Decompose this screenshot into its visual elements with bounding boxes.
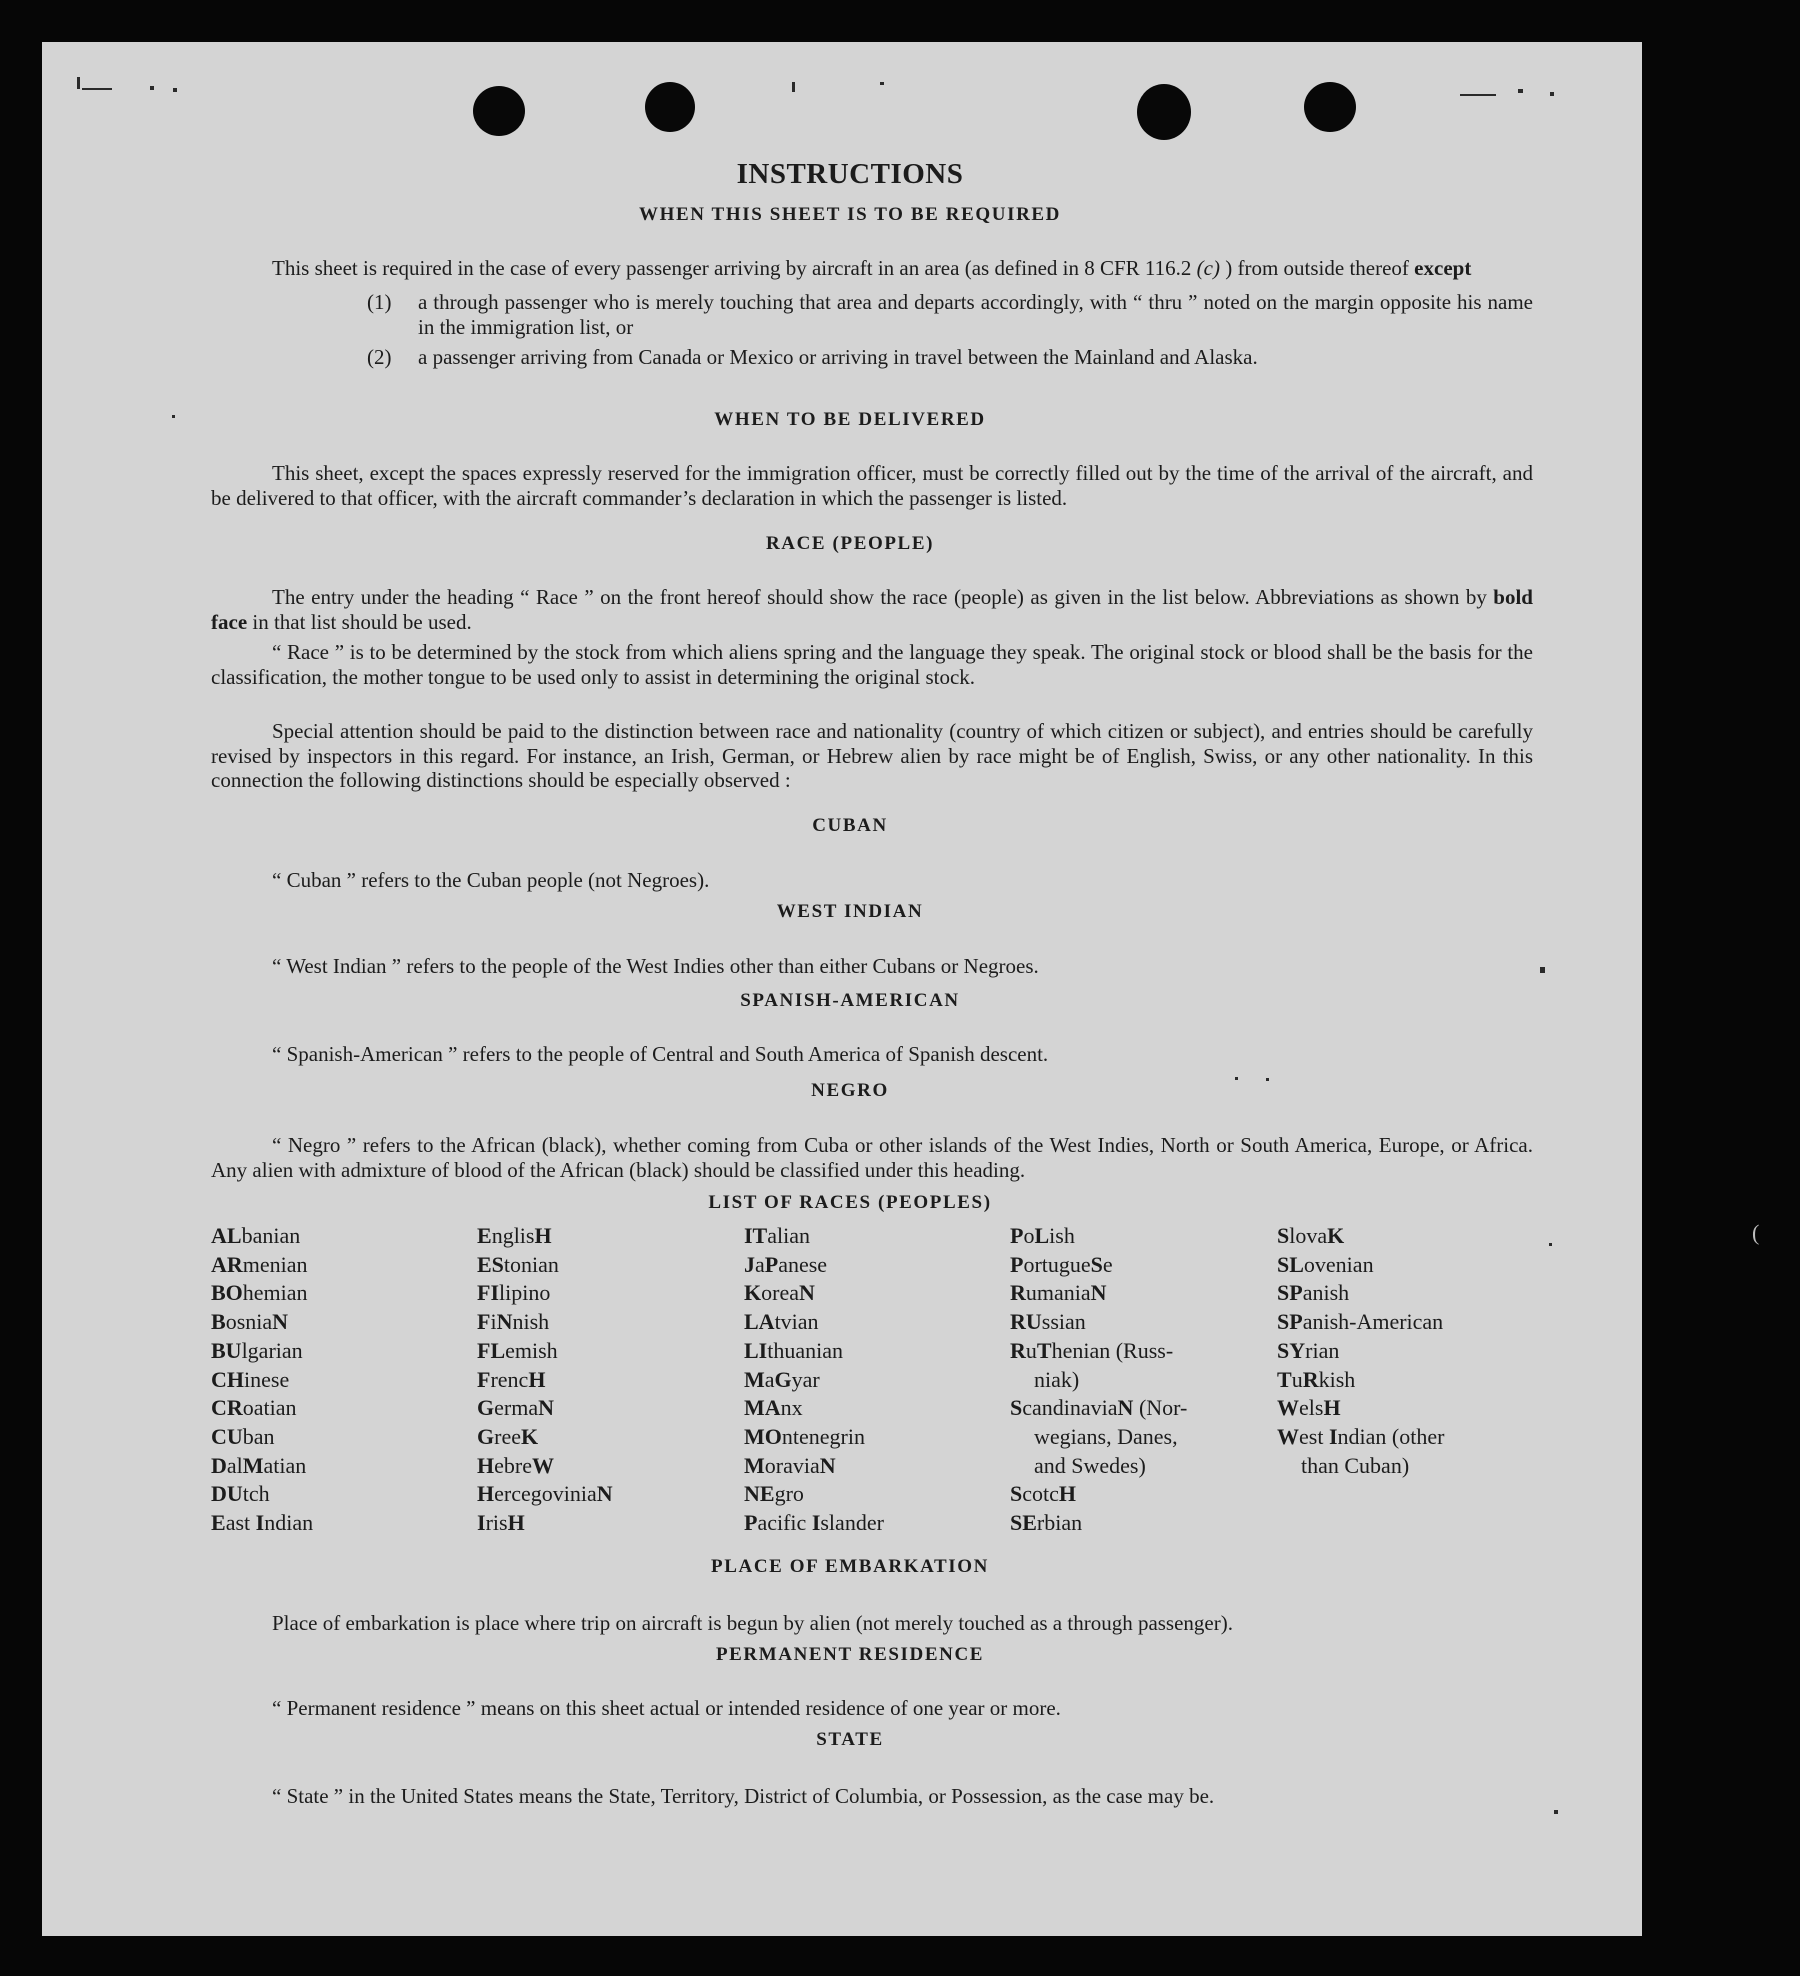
race-abbreviation: G [477, 1423, 495, 1449]
race-abbreviation: FI [477, 1280, 499, 1306]
race-entry [1010, 1308, 1187, 1337]
page-title: INSTRUCTIONS [736, 158, 964, 190]
race-name-part: inese [244, 1366, 290, 1392]
race-abbreviation: H [507, 1510, 525, 1536]
race-name-part: lgarian [241, 1337, 303, 1363]
scan-speck [77, 77, 80, 89]
required-intro-tail: ) from outside thereof [1219, 256, 1415, 280]
race-name-part: o [1023, 1223, 1035, 1248]
heading-west-indian: WEST INDIAN [776, 901, 924, 922]
race-name-part: umania [1025, 1280, 1091, 1306]
race-name-part: osnia [225, 1309, 273, 1335]
race-abbreviation: I [255, 1510, 265, 1536]
race-entry [477, 1366, 613, 1395]
race-abbreviation: AL [211, 1223, 242, 1248]
race-entry [744, 1222, 884, 1251]
race-abbreviation: AR [211, 1251, 243, 1277]
race-entry [211, 1480, 313, 1509]
race-entry [744, 1279, 884, 1308]
race-name-part: rian [1305, 1337, 1340, 1363]
race-entry [477, 1279, 613, 1308]
scan-speck [150, 86, 154, 90]
heading-permanent-residence: PERMANENT RESIDENCE [715, 1644, 985, 1665]
race-entry [477, 1423, 613, 1452]
cuban-text: “ Cuban ” refers to the Cuban people (not Negroes). [272, 868, 710, 892]
race-entry [744, 1308, 884, 1337]
race-name-part: ish [1049, 1223, 1075, 1248]
race-name-part: ebre [494, 1452, 532, 1478]
punch-hole [473, 86, 525, 136]
heading-cuban: CUBAN [812, 815, 888, 836]
negro-text: “ Negro ” refers to the African (black), whether coming from Cuba or other islands of the West Indies, North or South America, Europe, or Africa. Any alien with admixture of blood of the African (black) should be classified under this heading. [211, 1133, 1533, 1182]
race-name-part: slander [820, 1510, 884, 1536]
race-entry [211, 1251, 313, 1280]
race-name-part: ban [242, 1423, 275, 1449]
race-entry [1277, 1279, 1444, 1308]
race-abbreviation: SY [1277, 1337, 1306, 1363]
race-entry [1277, 1423, 1444, 1452]
race-abbreviation: N [819, 1452, 836, 1478]
race-name-part: alian [767, 1223, 811, 1248]
required-intro-text: This sheet is required in the case of every passenger arriving by aircraft in an area (as defined in 8 CFR 116.2 [272, 256, 1197, 280]
race-abbreviation: H [477, 1481, 495, 1507]
race-name-part: henian (Russ- [1051, 1337, 1174, 1363]
required-intro-except: except [1414, 256, 1472, 280]
race-p1-text: The entry under the heading “ Race ” on the front hereof should show the race (people) as given in the list below. Abbreviations as shown by [272, 585, 1494, 609]
race-abbreviation: H [534, 1223, 552, 1248]
race-name-part: anish-American [1302, 1309, 1444, 1335]
race-abbreviation: P [1010, 1251, 1024, 1277]
race-abbreviation: H [528, 1366, 546, 1392]
scan-speck [1554, 1810, 1558, 1814]
race-abbreviation: H [477, 1452, 495, 1478]
race-name-part: cotc [1022, 1481, 1059, 1507]
race-abbreviation: N [596, 1481, 613, 1507]
race-entry [744, 1394, 884, 1423]
race-name-part: kish [1318, 1366, 1356, 1392]
race-abbreviation: N [538, 1395, 554, 1421]
race-entry [1277, 1308, 1444, 1337]
race-name-part: al [226, 1452, 243, 1478]
race-abbreviation: FL [477, 1337, 506, 1363]
race-entry [211, 1337, 313, 1366]
race-name-part: est [1299, 1423, 1329, 1449]
heading-when-required: WHEN THIS SHEET IS TO BE REQUIRED [638, 204, 1062, 225]
race-abbreviation: W [1277, 1423, 1299, 1449]
required-item-2 [367, 345, 1533, 370]
race-abbreviation: F [477, 1366, 491, 1392]
race-column [477, 1222, 613, 1538]
race-column [744, 1222, 884, 1538]
race-name-part: ris [485, 1510, 508, 1536]
race-abbreviation: D [211, 1452, 227, 1478]
required-intro-italic: (c) [1196, 256, 1220, 280]
race-abbreviation: J [744, 1251, 755, 1277]
race-entry [211, 1509, 313, 1538]
race-entry [1010, 1222, 1187, 1251]
race-name-part: ntenegrin [781, 1423, 865, 1449]
race-entry [744, 1337, 884, 1366]
race-name-part: e [1102, 1251, 1113, 1277]
heading-list-of-races: LIST OF RACES (PEOPLES) [708, 1192, 992, 1213]
race-name-part: atian [263, 1452, 307, 1478]
race-abbreviation: N [1090, 1280, 1107, 1306]
spanish-american-text: “ Spanish-American ” refers to the people of Central and South America of Spanish descent. [272, 1042, 1049, 1066]
race-entry [211, 1366, 313, 1395]
race-entry [477, 1394, 613, 1423]
race-name-part: tonian [503, 1251, 559, 1277]
race-entry [1010, 1337, 1187, 1366]
race-abbreviation: H [1323, 1395, 1341, 1421]
race-abbreviation: SL [1277, 1251, 1304, 1277]
race-entry [211, 1308, 313, 1337]
race-abbreviation: W [1277, 1395, 1299, 1421]
race-p1-bold: bold face [211, 585, 1533, 634]
race-column [211, 1222, 313, 1538]
race-name-part: nglis [491, 1223, 535, 1248]
race-abbreviation: S [1010, 1481, 1023, 1507]
scan-speck [82, 88, 112, 90]
race-abbreviation: F [477, 1309, 491, 1335]
race-abbreviation: I [477, 1510, 486, 1536]
race-name-part: banian [241, 1223, 301, 1248]
race-abbreviation: T [1277, 1366, 1292, 1392]
item-number: (1) [367, 290, 392, 314]
race-abbreviation: E [211, 1510, 226, 1536]
race-name-part: a [764, 1366, 775, 1392]
race-entry [1010, 1480, 1187, 1509]
race-entry [1277, 1394, 1444, 1423]
race-abbreviation: E [477, 1223, 492, 1248]
race-name-part: oatian [242, 1395, 297, 1421]
race-entry [211, 1423, 313, 1452]
race-entry [211, 1222, 313, 1251]
race-abbreviation: T [1036, 1337, 1052, 1363]
race-name-part: u [1025, 1337, 1037, 1363]
race-name-part: ercegovinia [494, 1481, 597, 1507]
race-name-part: i [490, 1309, 497, 1335]
race-name-part: lova [1289, 1223, 1328, 1248]
race-name-part: nx [780, 1395, 803, 1421]
race-abbreviation: M [744, 1366, 765, 1392]
race-abbreviation: W [531, 1452, 554, 1478]
race-entry [477, 1251, 613, 1280]
race-abbreviation: P [1010, 1223, 1024, 1248]
race-name-part: menian [242, 1251, 308, 1277]
race-name-part: ndian [264, 1510, 314, 1536]
race-entry [211, 1394, 313, 1423]
race-entry [744, 1452, 884, 1481]
race-name-part: rbian [1036, 1510, 1083, 1536]
race-name-part: ovenian [1303, 1251, 1374, 1277]
race-abbreviation: P [764, 1251, 779, 1277]
embarkation-text: Place of embarkation is place where trip on aircraft is begun by alien (not merely touched as a through passenger). [272, 1611, 1233, 1635]
delivered-text: This sheet, except the spaces expressly reserved for the immigration officer, must be correctly filled out by the time of the arrival of the aircraft, and be delivered to that officer, with the aircraft commander’s declaration in which the passenger is listed. [211, 461, 1533, 510]
race-entry [744, 1251, 884, 1280]
race-entry [211, 1452, 313, 1481]
race-entry [477, 1509, 613, 1538]
race-name-part: nish [512, 1309, 550, 1335]
race-name-part: tch [242, 1481, 270, 1507]
race-abbreviation: CH [211, 1366, 244, 1392]
race-abbreviation: LA [744, 1309, 775, 1335]
state-text: “ State ” in the United States means the State, Territory, District of Columbia, or Possession, as the case may be. [272, 1784, 1215, 1808]
race-abbreviation: B [211, 1309, 226, 1335]
race-entry [477, 1337, 613, 1366]
race-abbreviation: N [272, 1309, 289, 1335]
residence-text: “ Permanent residence ” means on this sheet actual or intended residence of one year or more. [272, 1696, 1061, 1720]
race-paragraph-1 [211, 585, 1533, 634]
heading-race: RACE (PEOPLE) [765, 533, 935, 554]
race-abbreviation: NE [744, 1481, 775, 1507]
race-name-part: erma [494, 1395, 539, 1421]
race-name-continuation: niak) [1034, 1366, 1080, 1392]
race-entry [477, 1222, 613, 1251]
west-indian-text: “ West Indian ” refers to the people of the West Indies other than either Cubans or Negroes. [272, 954, 1039, 978]
race-column [1277, 1222, 1444, 1480]
race-entry [477, 1308, 613, 1337]
scan-speck [1518, 89, 1523, 93]
race-name-part: a [755, 1251, 765, 1277]
race-name-part: tvian [774, 1309, 819, 1335]
required-item-1 [367, 290, 1533, 339]
race-name-part: u [1291, 1366, 1303, 1392]
race-name-part: acific [757, 1510, 812, 1536]
race-name-part: ndian (other [1337, 1423, 1445, 1449]
scan-speck [1550, 92, 1554, 96]
race-abbreviation: G [477, 1395, 495, 1421]
race-entry [744, 1480, 884, 1509]
race-entry [744, 1423, 884, 1452]
race-name-part: oravia [764, 1452, 820, 1478]
item-number: (2) [367, 345, 392, 369]
race-abbreviation: MO [744, 1423, 782, 1449]
race-name-part: candinavia [1022, 1395, 1118, 1421]
race-abbreviation: DU [211, 1481, 243, 1507]
race-entry [1277, 1366, 1444, 1395]
race-entry [477, 1452, 613, 1481]
race-abbreviation: N [496, 1309, 513, 1335]
race-name-part: ree [494, 1423, 521, 1449]
race-name-continuation: and Swedes) [1034, 1452, 1146, 1478]
race-abbreviation: S [1277, 1223, 1290, 1248]
race-name-part: emish [505, 1337, 558, 1363]
heading-spanish-american: SPANISH-AMERICAN [740, 990, 960, 1011]
document-page [42, 42, 1642, 1936]
race-entry [1010, 1509, 1187, 1538]
punch-hole [1137, 84, 1191, 140]
race-name-part: ast [225, 1510, 256, 1536]
race-name-part: ssian [1041, 1309, 1086, 1335]
race-entry [1010, 1251, 1187, 1280]
race-name-part: yar [791, 1366, 820, 1392]
race-name-continuation: wegians, Danes, [1034, 1423, 1178, 1449]
race-abbreviation: S [1010, 1395, 1023, 1421]
race-abbreviation: K [520, 1423, 539, 1449]
race-abbreviation: I [1328, 1423, 1338, 1449]
race-abbreviation: R [1302, 1366, 1319, 1392]
race-abbreviation: R [1010, 1337, 1026, 1363]
required-intro [211, 256, 1533, 281]
punch-hole [645, 82, 695, 132]
race-abbreviation: SP [1277, 1309, 1303, 1335]
race-abbreviation: G [774, 1366, 792, 1392]
scan-speck [1460, 94, 1496, 96]
race-entry [1010, 1279, 1187, 1308]
item-text: a through passenger who is merely touching that area and departs accordingly, with “ thru ” noted on the margin opposite his name in the immigration list, or [418, 290, 1533, 339]
scan-speck [792, 82, 795, 92]
race-name-part: hemian [242, 1280, 308, 1306]
race-name-continuation: than Cuban) [1301, 1452, 1410, 1478]
race-entry [744, 1366, 884, 1395]
scan-speck [1549, 1243, 1552, 1246]
race-abbreviation: CR [211, 1395, 243, 1421]
heading-embarkation: PLACE OF EMBARKATION [711, 1556, 989, 1577]
race-abbreviation: SP [1277, 1280, 1303, 1306]
race-name-part: anese [778, 1251, 828, 1277]
race-paragraph-2: “ Race ” is to be determined by the stock from which aliens spring and the language they speak. The original stock or blood shall be the basis for the classification, the mother tongue to be used only to assist in determining the original stock. [211, 640, 1533, 689]
race-paragraph-3: Special attention should be paid to the distinction between race and nationality (country of which citizen or subject), and entries should be carefully revised by inspectors in this regard. For instance, an Irish, German, or Hebrew alien by race might be of English, Swiss, or any other nationality. In this connection the following distinctions should be especially observed : [211, 719, 1533, 792]
race-name-part: (Nor- [1133, 1395, 1188, 1421]
race-entry [744, 1509, 884, 1538]
race-name-part: anish [1302, 1280, 1350, 1306]
race-abbreviation: K [1327, 1223, 1345, 1248]
race-name-part: lipino [499, 1280, 551, 1306]
race-entry [477, 1480, 613, 1509]
race-column [1010, 1222, 1187, 1538]
race-entry [1277, 1222, 1444, 1251]
race-entry [1277, 1251, 1444, 1280]
race-abbreviation: RU [1010, 1309, 1042, 1335]
race-name-part: thuanian [767, 1337, 844, 1363]
race-abbreviation: N [798, 1280, 815, 1306]
race-abbreviation: LI [744, 1337, 768, 1363]
heading-negro: NEGRO [811, 1080, 889, 1101]
race-abbreviation: H [1058, 1481, 1077, 1507]
race-abbreviation: P [744, 1510, 758, 1536]
race-abbreviation: SE [1010, 1510, 1037, 1536]
race-abbreviation: S [1090, 1251, 1103, 1277]
scan-speck [173, 88, 177, 92]
race-abbreviation: R [1010, 1280, 1026, 1306]
race-abbreviation: M [744, 1452, 765, 1478]
margin-mark: ( [1752, 1220, 1760, 1245]
race-name-part: gro [774, 1481, 804, 1507]
race-abbreviation: I [811, 1510, 821, 1536]
heading-when-delivered: WHEN TO BE DELIVERED [714, 409, 986, 430]
race-p1-tail: in that list should be used. [247, 609, 472, 634]
race-abbreviation: BO [211, 1280, 243, 1306]
race-entry [211, 1279, 313, 1308]
race-name-part: orea [761, 1280, 799, 1306]
race-entry [1277, 1337, 1444, 1366]
race-abbreviation: IT [744, 1223, 768, 1248]
scan-speck [880, 82, 884, 85]
race-abbreviation: MA [744, 1395, 781, 1421]
race-entry [1010, 1394, 1187, 1423]
race-abbreviation: K [744, 1280, 762, 1306]
race-abbreviation: N [1117, 1395, 1134, 1421]
race-abbreviation: BU [211, 1337, 242, 1363]
race-name-part: els [1299, 1395, 1324, 1421]
race-abbreviation: L [1034, 1223, 1050, 1248]
race-abbreviation: M [242, 1452, 264, 1478]
race-abbreviation: ES [477, 1251, 504, 1277]
heading-state: STATE [816, 1729, 884, 1750]
race-name-part: ortugue [1023, 1251, 1091, 1277]
race-abbreviation: CU [211, 1423, 243, 1449]
scan-speck [1540, 967, 1545, 973]
punch-hole [1304, 82, 1356, 132]
race-name-part: renc [490, 1366, 529, 1392]
item-text: a passenger arriving from Canada or Mexico or arriving in travel between the Mainland and Alaska. [418, 345, 1258, 369]
